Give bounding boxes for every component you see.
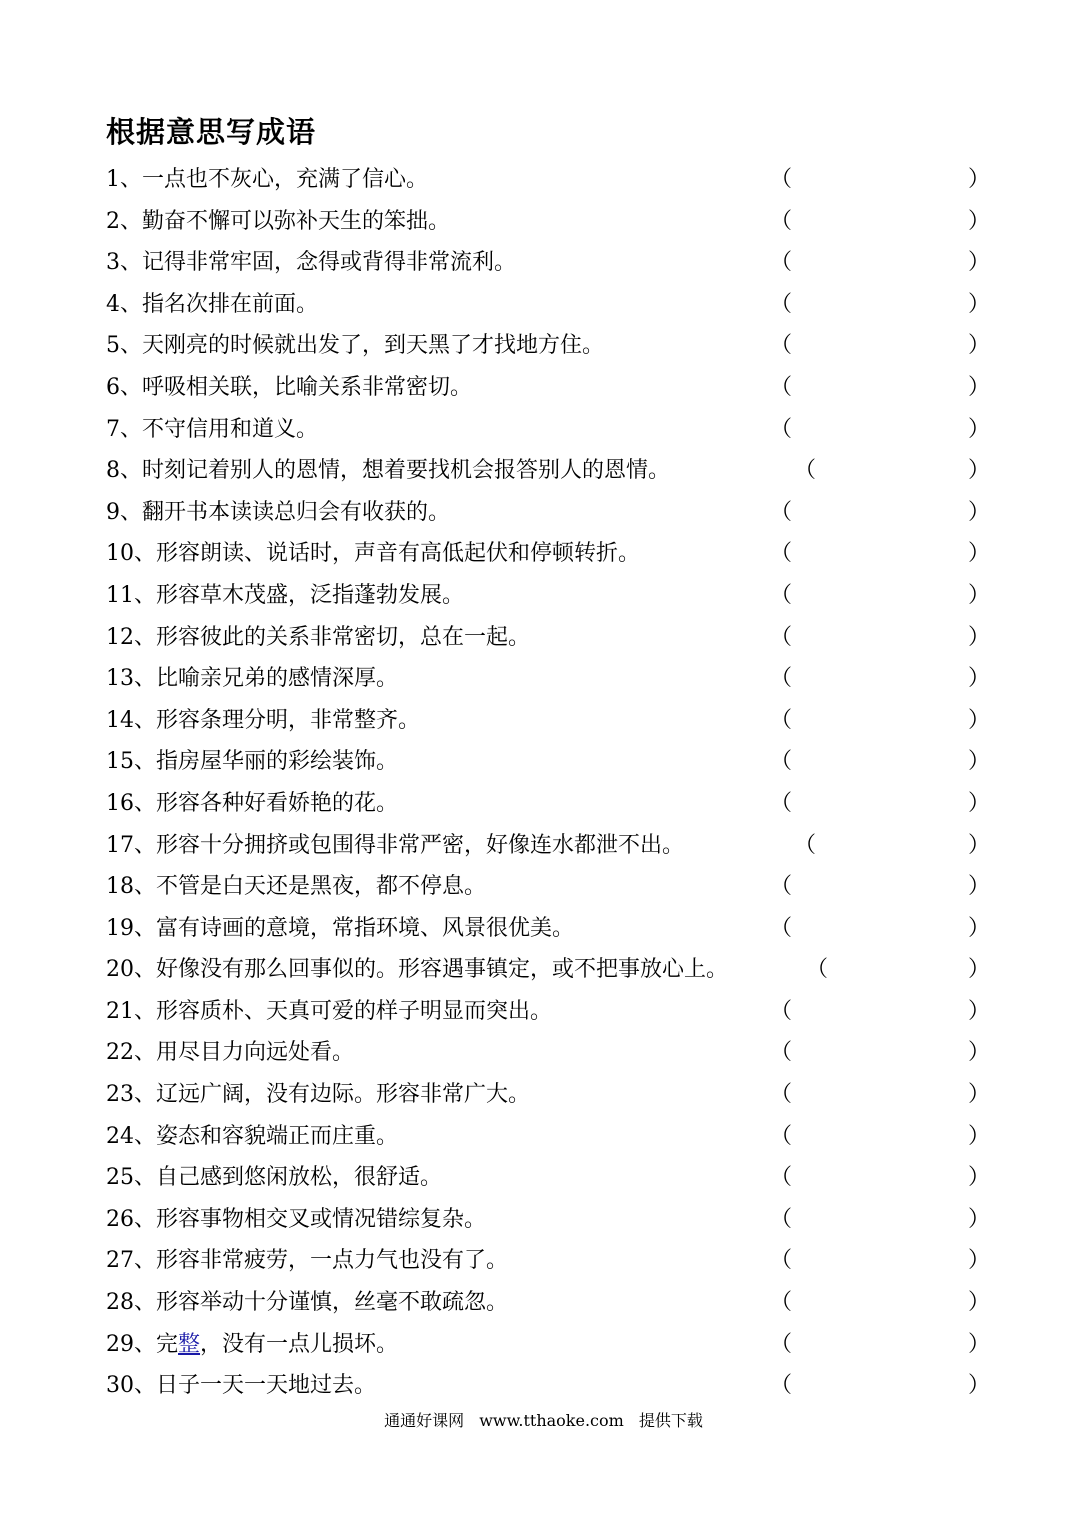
- answer-paren-open: （: [770, 915, 793, 941]
- list-item: [106, 908, 991, 950]
- item-separator: 、: [120, 333, 143, 359]
- item-text: [156, 1332, 398, 1357]
- item-separator: 、: [134, 707, 157, 733]
- list-item: [106, 325, 991, 367]
- item-separator: 、: [134, 1331, 157, 1357]
- answer-paren-close: ）: [968, 666, 991, 692]
- list-item: [106, 949, 991, 991]
- item-number: 8: [106, 458, 120, 484]
- item-number: 21: [106, 998, 134, 1024]
- item-number: 3: [106, 250, 120, 276]
- list-item: [106, 700, 991, 742]
- item-separator: 、: [120, 291, 143, 317]
- answer-paren-open: （: [770, 250, 793, 276]
- list-item: [106, 242, 991, 284]
- answer-paren-open: （: [770, 582, 793, 608]
- item-text: 不守信用和道义。: [142, 416, 319, 442]
- item-separator: 、: [134, 1123, 157, 1149]
- item-separator: 、: [134, 1040, 157, 1066]
- item-text: 记得非常牢固，念得或背得非常流利。: [142, 250, 517, 276]
- item-text-pre: 完: [156, 1331, 179, 1357]
- list-item: [106, 783, 991, 825]
- answer-paren-open: （: [770, 1206, 793, 1232]
- answer-paren-close: ）: [968, 250, 991, 276]
- item-text: 形容朗读、说话时，声音有高低起伏和停顿转折。: [156, 541, 641, 567]
- item-separator: 、: [120, 499, 143, 525]
- answer-paren-open: （: [770, 167, 793, 192]
- item-text: 自己感到悠闲放松，很舒适。: [156, 1165, 443, 1191]
- item-separator: 、: [134, 832, 157, 858]
- answer-paren-close: ）: [968, 167, 991, 192]
- item-separator: 、: [120, 458, 143, 484]
- answer-paren-close: ）: [968, 874, 991, 900]
- item-separator: 、: [134, 790, 157, 816]
- list-item: [106, 1324, 991, 1366]
- item-text: 形容举动十分谨慎，丝毫不敢疏忽。: [156, 1290, 509, 1316]
- item-text: 呼吸相关联，比喻关系非常密切。: [142, 374, 473, 400]
- item-number: 24: [106, 1123, 134, 1149]
- footer-note: 提供下载: [638, 1411, 703, 1430]
- answer-paren-open: （: [770, 208, 793, 234]
- item-text: 富有诗画的意境，常指环境、风景很优美。: [156, 915, 575, 941]
- item-text: 时刻记着别人的恩情，想着要找机会报答别人的恩情。: [142, 458, 671, 484]
- item-number: 20: [106, 957, 134, 983]
- list-item: [106, 1199, 991, 1241]
- answer-paren-close: ）: [968, 1165, 991, 1191]
- item-text: 日子一天一天地过去。: [156, 1373, 377, 1399]
- answer-paren-open: （: [770, 1290, 793, 1316]
- answer-paren-close: ）: [968, 832, 991, 858]
- item-number: 27: [106, 1248, 134, 1274]
- item-text: 一点也不灰心，充满了信心。: [142, 167, 429, 192]
- answer-paren-close: ）: [968, 624, 991, 650]
- list-item: [106, 1282, 991, 1324]
- list-item: [106, 825, 991, 867]
- list-item: [106, 1074, 991, 1116]
- answer-paren-close: ）: [968, 790, 991, 816]
- answer-paren-close: ）: [968, 1123, 991, 1149]
- question-list: [106, 159, 991, 1407]
- item-separator: 、: [134, 582, 157, 608]
- item-separator: 、: [134, 666, 157, 692]
- item-number: 18: [106, 874, 134, 900]
- answer-paren-open: （: [770, 291, 793, 317]
- list-item: [106, 741, 991, 783]
- answer-paren-close: ）: [968, 1082, 991, 1108]
- answer-paren-close: ）: [968, 291, 991, 317]
- answer-paren-close: ）: [968, 998, 991, 1024]
- item-text-post: ，没有一点儿损坏。: [200, 1331, 399, 1357]
- item-number: 7: [106, 416, 120, 442]
- item-text: 形容十分拥挤或包围得非常严密，好像连水都泄不出。: [156, 832, 685, 858]
- answer-paren-close: ）: [968, 707, 991, 733]
- item-separator: 、: [134, 1165, 157, 1191]
- item-number: 16: [106, 790, 134, 816]
- page-footer: [0, 1407, 1087, 1435]
- answer-paren-open: （: [770, 1248, 793, 1274]
- item-separator: 、: [120, 416, 143, 442]
- item-separator: 、: [134, 915, 157, 941]
- list-item: [106, 409, 991, 451]
- list-item: [106, 533, 991, 575]
- list-item: [106, 658, 991, 700]
- list-item: [106, 492, 991, 534]
- answer-paren-open: （: [770, 374, 793, 400]
- answer-paren-open: （: [770, 998, 793, 1024]
- answer-paren-open: （: [770, 707, 793, 733]
- answer-paren-open: （: [806, 957, 829, 983]
- answer-paren-open: （: [770, 666, 793, 692]
- answer-paren-close: ）: [968, 416, 991, 442]
- answer-paren-open: （: [794, 832, 817, 858]
- item-text: 不管是白天还是黑夜，都不停息。: [156, 874, 487, 900]
- item-separator: 、: [134, 1373, 157, 1399]
- item-separator: 、: [134, 1206, 157, 1232]
- answer-paren-close: ）: [968, 1248, 991, 1274]
- item-text: 天刚亮的时候就出发了，到天黑了才找地方住。: [142, 333, 605, 359]
- item-text: 形容彼此的关系非常密切，总在一起。: [156, 624, 531, 650]
- answer-paren-close: ）: [968, 582, 991, 608]
- item-number: 25: [106, 1165, 134, 1191]
- list-item: [106, 991, 991, 1033]
- item-number: 5: [106, 333, 120, 359]
- answer-paren-open: （: [770, 1373, 793, 1399]
- answer-paren-open: （: [770, 874, 793, 900]
- item-number: 13: [106, 666, 134, 692]
- item-number: 17: [106, 832, 134, 858]
- answer-paren-close: ）: [968, 208, 991, 234]
- answer-paren-close: ）: [968, 374, 991, 400]
- list-item: [106, 866, 991, 908]
- item-text: 好像没有那么回事似的。形容遇事镇定，或不把事放心上。: [156, 957, 729, 983]
- item-separator: 、: [134, 541, 157, 567]
- item-text: 姿态和容貌端正而庄重。: [156, 1123, 399, 1149]
- item-separator: 、: [134, 624, 157, 650]
- answer-paren-close: ）: [968, 957, 991, 983]
- item-number: 28: [106, 1290, 134, 1316]
- answer-paren-open: （: [770, 1331, 793, 1357]
- item-text: 翻开书本读读总归会有收获的。: [142, 499, 451, 525]
- item-number: 2: [106, 208, 120, 234]
- item-number: 26: [106, 1206, 134, 1232]
- item-text: 指房屋华丽的彩绘装饰。: [156, 749, 399, 775]
- answer-paren-close: ）: [968, 1290, 991, 1316]
- list-item: [106, 617, 991, 659]
- answer-paren-open: （: [770, 541, 793, 567]
- item-text: 形容草木茂盛，泛指蓬勃发展。: [156, 582, 465, 608]
- list-item: [106, 159, 991, 201]
- item-separator: 、: [120, 374, 143, 400]
- item-text: 比喻亲兄弟的感情深厚。: [156, 666, 399, 692]
- item-text: 辽远广阔，没有边际。形容非常广大。: [156, 1082, 531, 1108]
- item-text: 形容非常疲劳，一点力气也没有了。: [156, 1248, 509, 1274]
- item-number: 4: [106, 291, 120, 317]
- answer-paren-open: （: [770, 624, 793, 650]
- item-number: 11: [106, 582, 134, 608]
- item-text: 形容各种好看娇艳的花。: [156, 790, 399, 816]
- item-separator: 、: [134, 1290, 157, 1316]
- answer-paren-close: ）: [968, 499, 991, 525]
- list-item: [106, 1157, 991, 1199]
- item-text: 指名次排在前面。: [142, 291, 319, 317]
- answer-paren-close: ）: [968, 333, 991, 359]
- item-separator: 、: [120, 208, 143, 234]
- list-item: [106, 1032, 991, 1074]
- item-number: 30: [106, 1373, 134, 1399]
- item-number: 6: [106, 374, 120, 400]
- list-item: [106, 1365, 991, 1407]
- item-separator: 、: [120, 167, 143, 192]
- item-separator: 、: [134, 957, 157, 983]
- answer-paren-close: ）: [968, 1040, 991, 1066]
- item-text-link[interactable]: 整: [178, 1331, 201, 1357]
- item-number: 23: [106, 1082, 134, 1108]
- item-number: 15: [106, 749, 134, 775]
- item-text: 形容事物相交叉或情况错综复杂。: [156, 1206, 487, 1232]
- answer-paren-open: （: [770, 499, 793, 525]
- answer-paren-open: （: [770, 1082, 793, 1108]
- list-item: [106, 450, 991, 492]
- list-item: [106, 575, 991, 617]
- answer-paren-close: ）: [968, 1206, 991, 1232]
- item-separator: 、: [120, 250, 143, 276]
- answer-paren-close: ）: [968, 749, 991, 775]
- answer-paren-open: （: [770, 1040, 793, 1066]
- item-separator: 、: [134, 874, 157, 900]
- answer-paren-open: （: [794, 458, 817, 484]
- item-number: 10: [106, 541, 134, 567]
- item-text: 用尽目力向远处看。: [156, 1040, 355, 1066]
- answer-paren-close: ）: [968, 1373, 991, 1399]
- answer-paren-open: （: [770, 749, 793, 775]
- list-item: [106, 284, 991, 326]
- item-number: 14: [106, 707, 134, 733]
- answer-paren-close: ）: [968, 541, 991, 567]
- answer-paren-close: ）: [968, 915, 991, 941]
- page-title: 根据意思写成语: [106, 115, 317, 149]
- answer-paren-open: （: [770, 1165, 793, 1191]
- item-number: 22: [106, 1040, 134, 1066]
- item-separator: 、: [134, 998, 157, 1024]
- item-separator: 、: [134, 749, 157, 775]
- list-item: [106, 1240, 991, 1282]
- item-number: 19: [106, 915, 134, 941]
- item-number: 1: [106, 167, 120, 192]
- item-separator: 、: [134, 1082, 157, 1108]
- item-text: 勤奋不懈可以弥补天生的笨拙。: [142, 208, 451, 234]
- list-item: [106, 367, 991, 409]
- footer-site-name: 通通好课网: [384, 1411, 465, 1430]
- footer-url: www.tthaoke.com: [479, 1411, 624, 1430]
- item-text: 形容质朴、天真可爱的样子明显而突出。: [156, 998, 553, 1024]
- item-text: 形容条理分明，非常整齐。: [156, 707, 421, 733]
- answer-paren-open: （: [770, 1123, 793, 1149]
- item-separator: 、: [134, 1248, 157, 1274]
- answer-paren-close: ）: [968, 1331, 991, 1357]
- answer-paren-close: ）: [968, 458, 991, 484]
- list-item: [106, 1116, 991, 1158]
- answer-paren-open: （: [770, 416, 793, 442]
- item-number: 12: [106, 624, 134, 650]
- item-number: 29: [106, 1331, 134, 1357]
- item-number: 9: [106, 499, 120, 525]
- list-item: [106, 201, 991, 243]
- answer-paren-open: （: [770, 790, 793, 816]
- answer-paren-open: （: [770, 333, 793, 359]
